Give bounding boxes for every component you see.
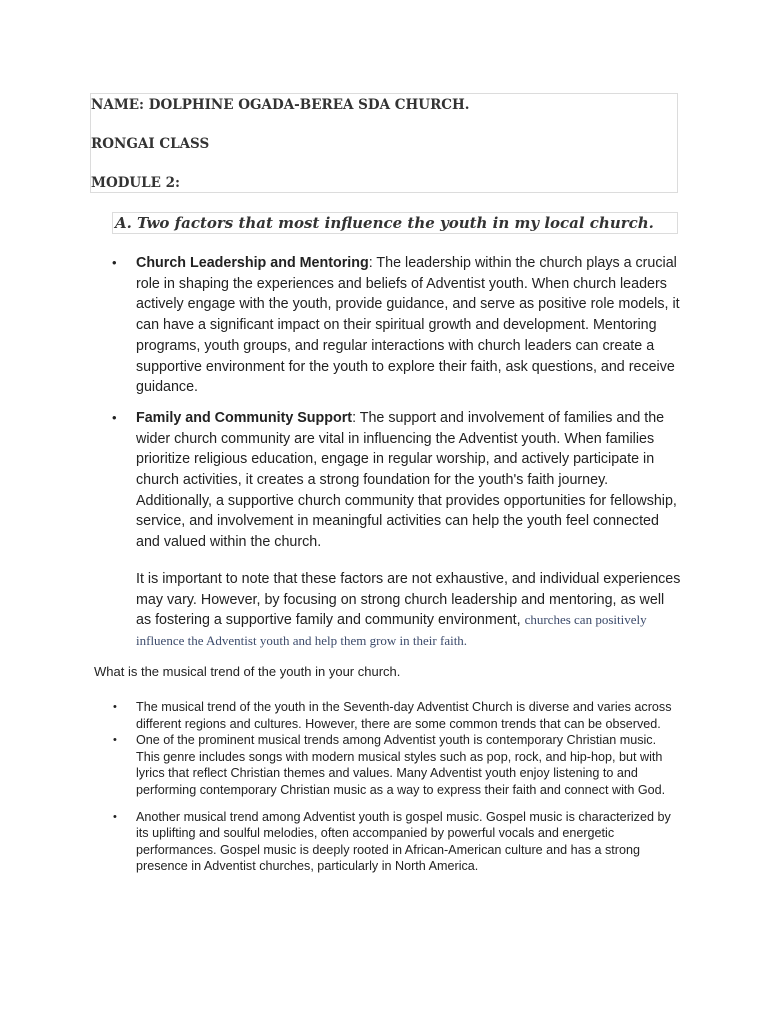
trend-text: The musical trend of the youth in the Seventh-day Adventist Church is diverse and varies across different regions and cultures. However, there are some common trends that can be observed. [136,700,672,731]
music-question: What is the musical trend of the youth in your church. [94,664,401,679]
factors-list [110,253,682,553]
list-item [110,408,682,553]
student-name: NAME: DOLPHINE OGADA-BEREA SDA CHURCH. [91,97,470,113]
trend-text: Another musical trend among Adventist youth is gospel music. Gospel music is characterized by its uplifting and soulful melodies, often accompanied by powerful vocals and energetic performances. Gospel music is deeply rooted in African-American culture and has a strong presence in Adventist churches, particularly in North America. [136,809,671,874]
section-a-heading [112,212,678,234]
bullet-icon: • [113,701,117,713]
bullet-icon: • [112,409,117,425]
factor-term: Family and Community Support [136,409,353,426]
section-title: Two factors that most influence the youth in my local church. [137,214,654,232]
list-item [110,809,675,875]
section-letter: A. [115,214,132,232]
list-item [110,253,682,398]
factor-text: : The support and involvement of families and the wider church community are vital in influencing the Adventist youth. When families prioritize religious education, engage in regular worship, and actively participate in church activities, it creates a strong foundation for the youth's faith journey. Additionally, a supportive church community that provides opportunities for fellowship, service, and involvement in meaningful activities can help the youth feel connected and valued within the church. [136,409,677,551]
bullet-icon: • [113,810,117,823]
module-label: MODULE 2: [91,175,181,191]
conclusion-tail: churches can positively influence the Adventist youth and help them grow in their faith. [136,612,647,649]
conclusion-paragraph [136,569,681,652]
conclusion-main: It is important to note that these factors are not exhaustive, and individual experiences may vary. However, by focusing on strong church leadership and mentoring, as well as fostering a supportive family and community environment, [136,571,681,629]
trends-list [110,699,675,875]
bullet-icon: • [113,734,117,747]
list-item [110,732,675,798]
bullet-icon: • [112,255,117,270]
list-item [110,699,675,732]
factor-term: Church Leadership and Mentoring [136,255,369,271]
header-box [90,93,678,193]
factor-text: : The leadership within the church plays a crucial role in shaping the experiences and beliefs of Adventist youth. When church leaders actively engage with the youth, provide guidance, and serve as positive role models, it can have a significant impact on their spiritual growth and development. Mentoring programs, youth groups, and regular interactions with church leaders can create a supportive environment for the youth to explore their faith, ask questions, and receive guidance. [136,255,680,396]
class-name: RONGAI CLASS [91,136,210,152]
trend-text: One of the prominent musical trends among Adventist youth is contemporary Christian music. This genre includes songs with modern musical styles such as pop, rock, and hip-hop, but with lyrics that reflect Christian themes and values. Many Adventist youth enjoy listening to and performing contemporary Christian music as a way to express their faith and connect with God. [136,733,666,797]
